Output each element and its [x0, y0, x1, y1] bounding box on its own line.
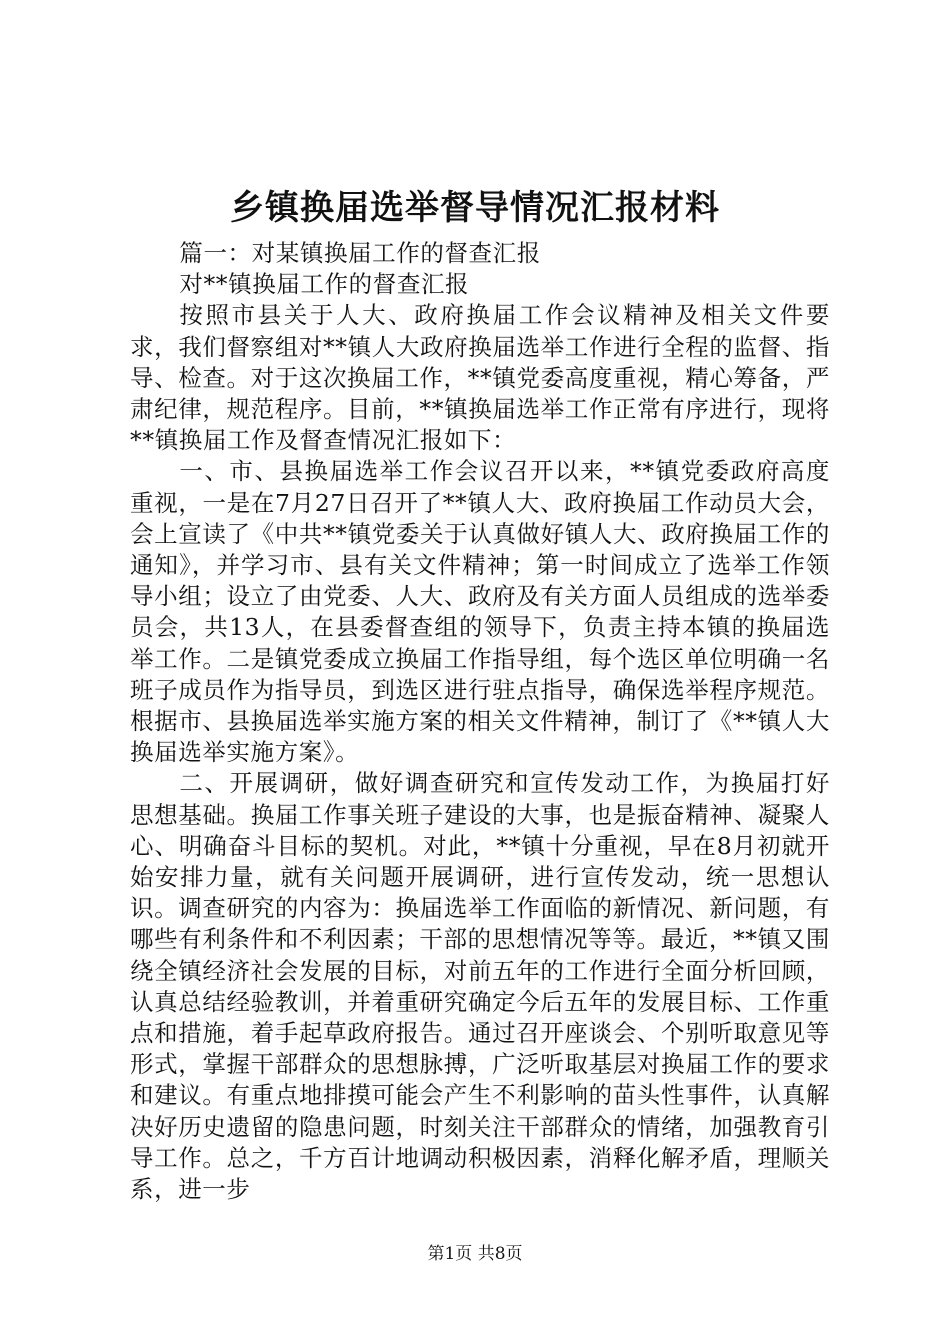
document-body — [130, 238, 830, 1205]
page-number: 第1页 共8页 — [427, 1244, 523, 1264]
paragraph-point-one: 一、市、县换届选举工作会议召开以来，**镇党委政府高度重视，一是在7月27日召开了**镇人大、政府换届工作动员大会，会上宣读了《中共**镇党委关于认真做好镇人大、政府换届工作的通知》，并学习市、县有关文件精神；第一时间成立了选举工作领导小组；设立了由党委、人大、政府及有关方面人员组成的选举委员会，共13人，在县委督查组的领导下，负责主持本镇的换届选举工作。二是镇党委成立换届工作指导组，每个选区单位明确一名班子成员作为指导员，到选区进行驻点指导，确保选举程序规范。根据市、县换届选举实施方案的相关文件精神，制订了《**镇人大换届选举实施方案》。 — [130, 457, 831, 767]
paragraph-point-two: 二、开展调研，做好调查研究和宣传发动工作，为换届打好思想基础。换届工作事关班子建设的大事，也是振奋精神、凝聚人心、明确奋斗目标的契机。对此，**镇十分重视，早在8月初就开始安排力量，就有关问题开展调研，进行宣传发动，统一思想认识。调查研究的内容为：换届选举工作面临的新情况、新问题，有哪些有利条件和不利因素；干部的思想情况等等。最近，**镇又围绕全镇经济社会发展的目标，对前五年的工作进行全面分析回顾，认真总结经验教训，并着重研究确定今后五年的发展目标、工作重点和措施，着手起草政府报告。通过召开座谈会、个别听取意见等形式，掌握干部群众的思想脉搏，广泛听取基层对换届工作的要求和建议。有重点地排摸可能会产生不利影响的苗头性事件，认真解决好历史遗留的隐患问题，时刻关注干部群众的情绪，加强教育引导工作。总之，千方百计地调动积极因素，消释化解矛盾，理顺关系，进一步 — [130, 769, 830, 1204]
paragraph-intro: 按照市县关于人大、政府换届工作会议精神及相关文件要求，我们督察组对**镇人大政府换届选举工作进行全程的监督、指导、检查。对于这次换届工作，**镇党委高度重视，精心筹备，严肃纪律，规范程序。目前，**镇换届选举工作正常有序进行，现将**镇换届工作及督查情况汇报如下： — [130, 301, 830, 455]
paragraph-report-heading: 对**镇换届工作的督查汇报 — [179, 270, 470, 299]
document-title: 乡镇换届选举督导情况汇报材料 — [230, 188, 720, 228]
paragraph-section-heading: 篇一：对某镇换届工作的督查汇报 — [179, 239, 541, 267]
